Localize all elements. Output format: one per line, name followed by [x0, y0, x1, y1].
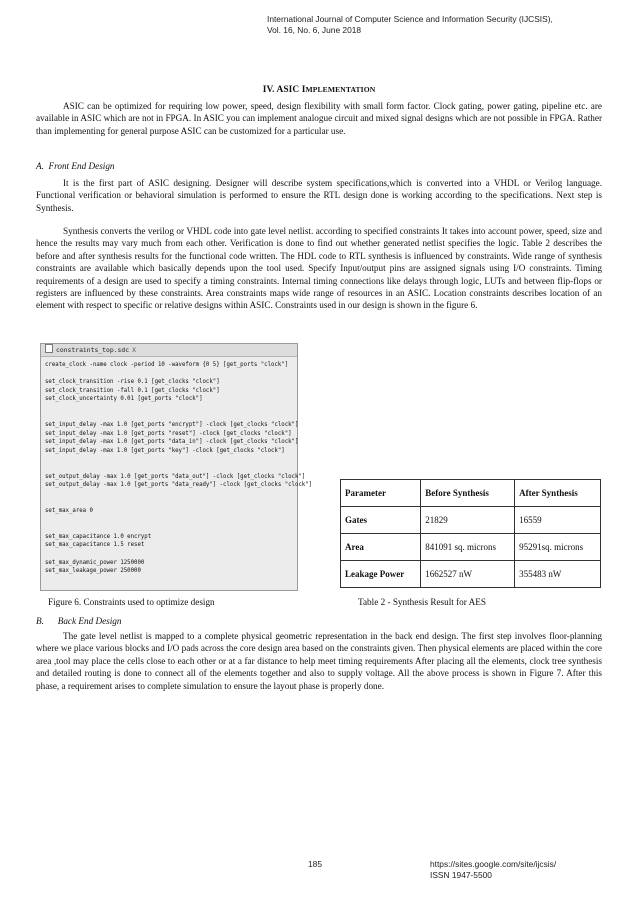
code-line [45, 456, 293, 465]
subsection-b-heading [36, 616, 122, 626]
table-cell: 1662527 nW [421, 561, 515, 588]
code-line [45, 524, 293, 533]
front-end-para1: It is the first part of ASIC designing. Designer will describe system specifications,which is converted into a VHDL or Verilog language. Functional verification or behavioral simulation is performed to ensure the RTL design done is working according to the specifications. Next step is Synthesis. [36, 178, 602, 213]
table-cell: 95291sq. microns [515, 534, 601, 561]
table-row-label: Area [341, 534, 421, 561]
editor-tab [41, 344, 297, 357]
code-line: set_max_capacitance 1.0 encrypt [45, 533, 152, 540]
table-header-cell: Before Synthesis [421, 480, 515, 507]
code-area [41, 357, 313, 580]
synthesis-results-table [340, 479, 601, 588]
code-line: set_max_dynamic_power 1250000 [45, 559, 145, 566]
section-title-rest: MPLEMENTATION [305, 85, 376, 94]
code-line: create_clock -name clock -period 10 -waveform {0 5} [get_ports "clock"] [45, 362, 289, 368]
table-cell: 841091 sq. microns [421, 534, 515, 561]
code-line: set_input_delay -max 1.0 [get_ports "data_in"] -clock [get_clocks "clock"] [45, 439, 299, 446]
subsection-a-label: A. [36, 161, 44, 171]
code-line: set_max_leakage_power 250000 [45, 568, 141, 575]
subsection-b-label: B. [36, 616, 44, 626]
code-line [45, 490, 293, 499]
journal-header [267, 14, 553, 36]
code-line: set_input_delay -max 1.0 [get_ports "encrypt"] -clock [get_clocks "clock"] [45, 422, 299, 429]
table-row [341, 561, 601, 588]
page-number: 185 [308, 859, 322, 869]
code-line [45, 404, 293, 413]
table-header-cell: Parameter [341, 480, 421, 507]
journal-volume: Vol. 16, No. 6, June 2018 [267, 25, 362, 35]
section-number: IV. [262, 85, 275, 95]
back-end-para1: The gate level netlist is mapped to a complete physical geometric representation in the back end design. The first step involves floor-planning where we place various blocks and I/O pads across the core design area based on the constraints given. Then physical elements are placed within the core area ,tool may place the cells close to each other or at a far distance to help meet timing requirements After placing all the elements, clock tree synthesis and detailed routing is done to connect all of the elements together and also to supply voltage. All the above process is shown in Figure 7. After this phase, a requirement arises to complete simulation to ensure the layout phase is properly done. [36, 631, 602, 691]
code-line [45, 516, 293, 525]
close-icon: X [132, 346, 136, 354]
subsection-b-title: Back End Design [57, 616, 122, 626]
code-line [45, 464, 293, 473]
table-cell: 21829 [421, 507, 515, 534]
section-title-first: ASIC I [276, 85, 306, 95]
code-line: set_output_delay -max 1.0 [get_ports "data_ready"] -clock [get_clocks "clock"] [45, 482, 313, 489]
section-title [0, 85, 638, 95]
footer-url: https://sites.google.com/site/ijcsis/ [430, 859, 557, 869]
table-row-label: Gates [341, 507, 421, 534]
figure-6-caption: Figure 6. Constraints used to optimize design [48, 597, 215, 607]
table-row [341, 534, 601, 561]
subsection-a-title: Front End Design [48, 161, 115, 171]
file-icon [45, 344, 53, 353]
code-line: set_clock_uncertainty 0.01 [get_ports "clock"] [45, 396, 203, 403]
code-line [45, 550, 293, 559]
code-line: set_clock_transition -fall 0.1 [get_clocks "clock"] [45, 387, 220, 394]
table-cell: 16559 [515, 507, 601, 534]
table-row-label: Leakage Power [341, 561, 421, 588]
code-line [45, 413, 293, 422]
table-2-caption: Table 2 - Synthesis Result for AES [358, 597, 486, 607]
code-line: set_output_delay -max 1.0 [get_ports "data_out"] -clock [get_clocks "clock"] [45, 473, 306, 480]
table-row [341, 507, 601, 534]
code-line: set_max_capacitance 1.5 reset [45, 542, 145, 549]
code-line: set_clock_transition -rise 0.1 [get_clocks "clock"] [45, 379, 220, 386]
subsection-a-heading [36, 161, 115, 171]
editor-tab-name: constraints_top.sdc [56, 346, 130, 354]
code-line [45, 370, 293, 379]
footer-info [430, 859, 556, 881]
code-line [45, 499, 293, 508]
section-intro: ASIC can be optimized for requiring low power, speed, design flexibility with small form factor. Clock gating, power gating, pipeline etc. are available in ASIC which are not in FPGA. In ASIC you can implement analogue circuit and mixed signal designs which are not possible in FPGA. Rather than implementing for general purpose ASIC can be customized for a particular use. [36, 101, 602, 136]
code-line: set_input_delay -max 1.0 [get_ports "reset"] -clock [get_clocks "clock"] [45, 430, 292, 437]
table-header-row [341, 480, 601, 507]
code-line: set_max_area 0 [45, 508, 93, 515]
constraints-editor-screenshot [40, 343, 313, 591]
journal-title: International Journal of Computer Science and Information Security (IJCSIS), [267, 14, 553, 24]
code-line: set_input_delay -max 1.0 [get_ports "key"] -clock [get_clocks "clock"] [45, 447, 285, 454]
table-cell: 355483 nW [515, 561, 601, 588]
front-end-para2: Synthesis converts the verilog or VHDL code into gate level netlist. according to specified constraints It takes into account power, speed, size and hence the results may vary much from each other. Verification is done to find out whether generated netlist specifies the logic. Table 2 describes the before and after synthesis results for the functional code written. The HDL code to RTL synthesis is influenced by constraints. Wide range of synthesis constraints are available which basically depends upon the tool used. Specify Input/output pins are assigned signals using I/O constraints. Timing requirements of a design are used to specify a timing constraints. Internal timing connections like delays through logic, LUTs and between flip-flops or registers are influenced by these constraints. Area constraints maps wide range of resources in an ASIC. Location constraints describes location of an element with respect to specific or relative designs within ASIC. Constraints used in our design is shown in the figure 6. [36, 226, 602, 311]
table-header-cell: After Synthesis [515, 480, 601, 507]
footer-issn: ISSN 1947-5500 [430, 870, 492, 880]
